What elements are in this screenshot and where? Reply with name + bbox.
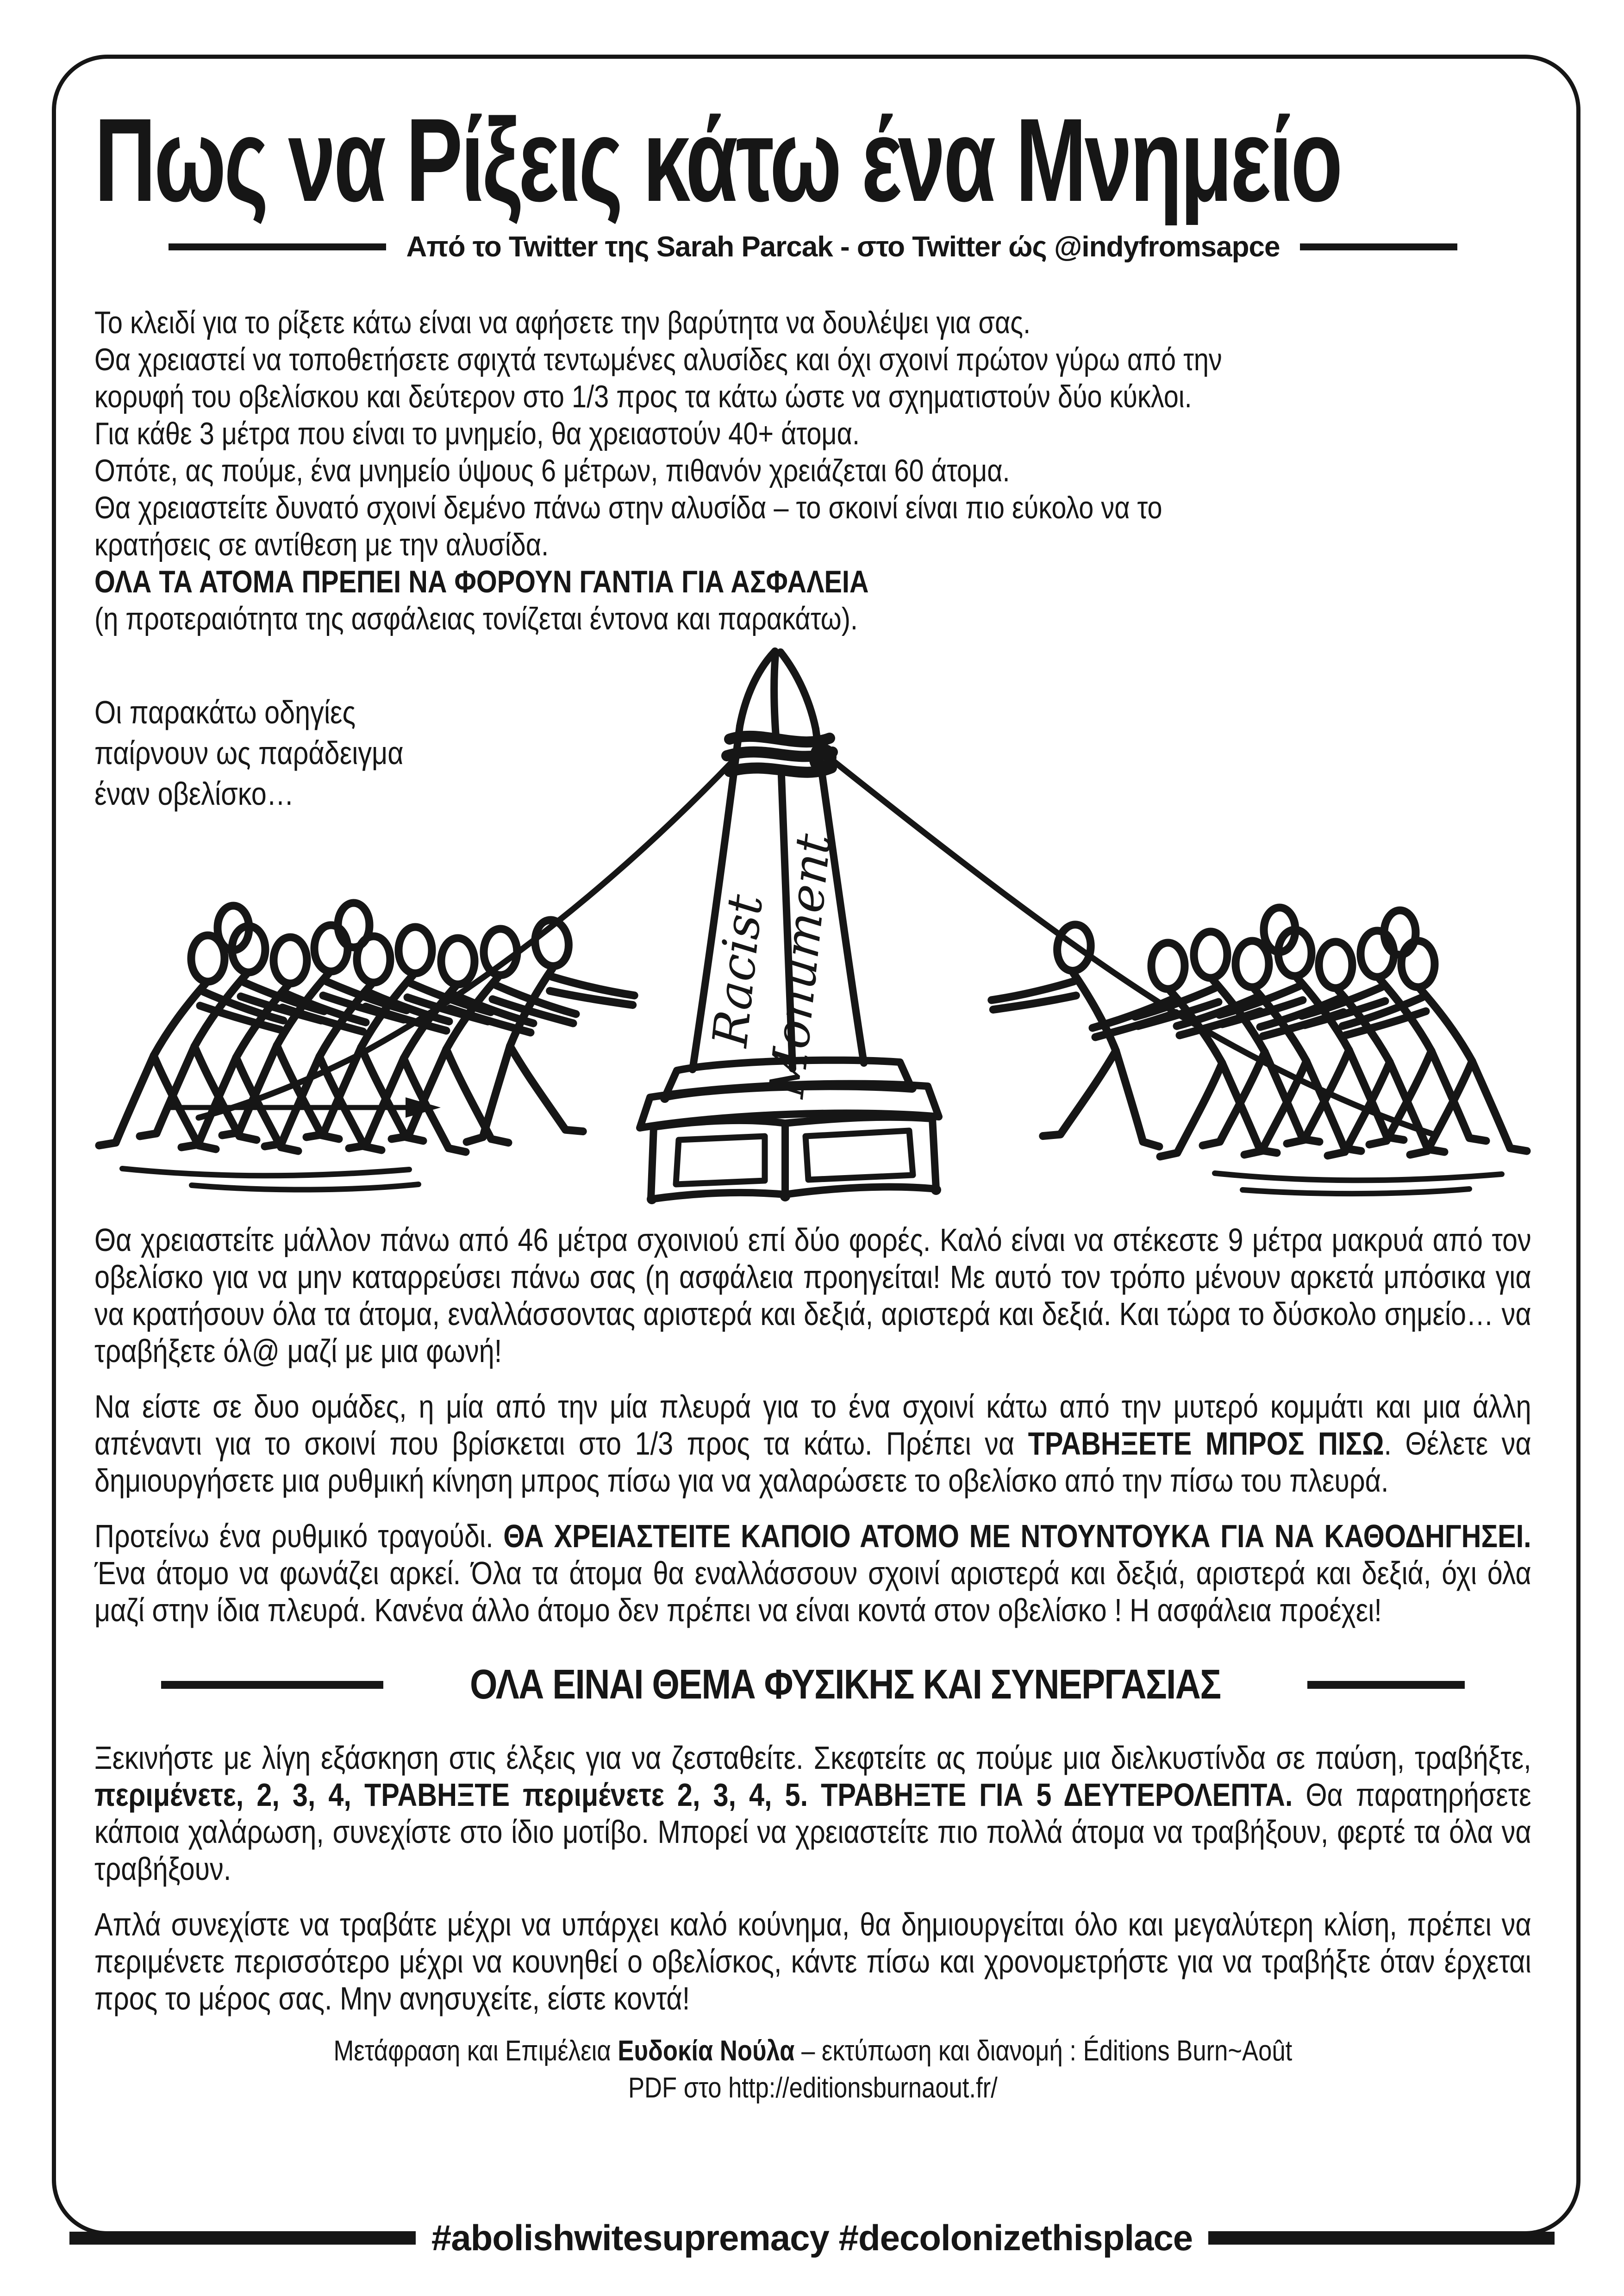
- page-content: [94, 96, 1531, 2107]
- section-left-rule: [161, 1681, 383, 1689]
- pdf-line: PDF στο http://editionsburnaout.fr/: [628, 2072, 998, 2104]
- rope-left: [199, 757, 737, 1118]
- subtitle-row: [94, 230, 1531, 263]
- footer-hashtag-row: [69, 2217, 1555, 2259]
- body-paragraphs-bottom: [94, 1739, 1531, 2017]
- text-line: ΟΛΑ ΤΑ ΑΤΟΜΑ ΠΡΕΠΕΙ ΝΑ ΦΟΡΟΥΝ ΓΑΝΤΙΑ ΓΙΑ ΑΣΦΑΛΕΙΑ: [94, 564, 869, 600]
- paragraph: Να είστε σε δυο ομάδες, η μία από την μία πλευρά για το ένα σχοινί κάτω από την μυτερό κομμάτι και μια άλλη απέναντι για το σκοινί που βρίσκεται στο 1/3 προς τα κάτω. Πρέπει να ΤΡΑΒΗΞΕΤΕ ΜΠΡΟΣ ΠΙΣΩ. Θέλετε να δημιουργήσετε μια ρυθμική κίνηση μπρος πίσω για να χαλαρώσετε το οβελίσκο από την πίσω του πλευρά.: [94, 1388, 1531, 1499]
- paragraph: Προτείνω ένα ρυθμικό τραγούδι. ΘΑ ΧΡΕΙΑΣΤΕΙΤΕ ΚΑΠΟΙΟ ΑΤΟΜΟ ΜΕ ΝΤΟΥΝΤΟΥΚΑ ΓΙΑ ΝΑ ΚΑΘΟΔΗΓΗΣΕΙ. Ένα άτομο να φωνάζει αρκεί. Όλα τα άτομα θα εναλλάσσουν σχοινί αριστερά και δεξιά, αριστερά και δεξιά, όχι όλα μαζί στην ίδια πλευρά. Κανένα άλλο άτομο δεν πρέπει να είναι κοντά στον οβελίσκο ! Η ασφάλεια προέχει!: [94, 1518, 1531, 1629]
- paragraph: Θα χρειαστείτε μάλλον πάνω από 46 μέτρα σχοινιού επί δύο φορές. Καλό είναι να στέκεστε 9 μέτρα μακρυά από τον οβελίσκο για να μην καταρρεύσει πάνω σας (η ασφάλεια προηγείται! Με αυτό τον τρόπο μένουν αρκετά μπόσικα για να κρατήσουν όλα τα άτομα, εναλλάσσοντας αριστερά και δεξιά, αριστερά και δεξιά. Και τώρα το δύσκολο σημείο… να τραβήξετε όλ@ μαζί με μια φωνή!: [94, 1222, 1531, 1369]
- subtitle: Από το Twitter της Sarah Parcak - στο Twitter ώς @indyfromsapce: [406, 231, 1280, 263]
- credits: [94, 2033, 1531, 2107]
- text-line: Το κλειδί για το ρίξετε κάτω είναι να αφήσετε την βαρύτητα να δουλέψει για σας.: [94, 305, 1031, 341]
- subtitle-right-rule: [1300, 243, 1457, 250]
- text-line: (η προτεραιότητα της ασφάλειας τονίζεται έντονα και παρακάτω).: [94, 601, 858, 637]
- crowd-right: [976, 908, 1527, 1194]
- credits-line: Μετάφραση και Επιμέλεια Ευδοκία Νούλα – εκτύπωση και διανομή : Éditions Burn~Août: [333, 2035, 1293, 2067]
- text-line: Για κάθε 3 μέτρα που είναι το μνημείο, θα χρειαστούν 40+ άτομα.: [94, 416, 860, 452]
- monument-label-line2: Monument: [758, 831, 842, 1101]
- text-line: έναν οβελίσκο…: [94, 776, 294, 812]
- footer-hashtags: #abolishwitesupremacy #decolonizethisplace: [416, 2217, 1208, 2259]
- text-line: κρατήσεις σε αντίθεση με την αλυσίδα.: [94, 527, 549, 563]
- illustration: [94, 641, 1531, 1201]
- monument-label-line1: Racist: [701, 892, 774, 1050]
- section-right-rule: [1307, 1681, 1465, 1689]
- text-line: παίρνουν ως παράδειγμα: [94, 735, 404, 772]
- text-line: Θα χρειαστείτε δυνατό σχοινί δεμένο πάνω στην αλυσίδα – το σκοινί είναι πιο εύκολο να το: [94, 490, 1162, 526]
- text-line: κορυφή του οβελίσκου και δεύτερον στο 1/3 προς τα κάτω ώστε να σχηματιστούν δύο κύκλοι.: [94, 379, 1192, 415]
- paragraph: Απλά συνεχίστε να τραβάτε μέχρι να υπάρχει καλό κούνημα, θα δημιουργείται όλο και μεγαλύτερη κλίση, πρέπει να περιμένετε περισσότερο μέχρι να κουνηθεί ο οβελίσκος, κάντε πίσω και χρονομετρήστε για να τραβήξτε όταν έρχεται προς το μέρος σας. Μην ανησυχείτε, είστε κοντά!: [94, 1906, 1531, 2017]
- text-line: Οπότε, ας πούμε, ένα μνημείο ύψους 6 μέτρων, πιθανόν χρειάζεται 60 άτομα.: [94, 453, 1010, 489]
- footer-right-rule: [1208, 2232, 1555, 2245]
- footer-left-rule: [69, 2232, 416, 2245]
- intro-block: [94, 304, 1531, 637]
- text-line: Θα χρειαστεί να τοποθετήσετε σφιχτά τεντωμένες αλυσίδες και όχι σχοινί πρώτον γύρω από την: [94, 342, 1222, 378]
- subtitle-left-rule: [169, 243, 386, 250]
- monument-drawing: [94, 641, 1531, 1201]
- section-header: ΟΛΑ ΕΙΝΑΙ ΘΕΜΑ ΦΥΣΙΚΗΣ ΚΑΙ ΣΥΝΕΡΓΑΣΙΑΣ: [470, 1661, 1221, 1708]
- page-title: Πως να Ρίξεις κάτω ένα Μνημείο: [94, 94, 1341, 226]
- body-paragraphs-top: [94, 1221, 1531, 1629]
- text-line: Οι παρακάτω οδηγίες: [94, 694, 356, 731]
- paragraph: Ξεκινήστε με λίγη εξάσκηση στις έλξεις για να ζεσταθείτε. Σκεφτείτε ας πούμε μια διελκυστίνδα σε παύση, τραβήξτε, περιμένετε, 2, 3, 4, ΤΡΑΒΗΞΤΕ περιμένετε 2, 3, 4, 5. ΤΡΑΒΗΞΤΕ ΓΙΑ 5 ΔΕΥΤΕΡΟΛΕΠΤΑ. Θα παρατηρήσετε κάποια χαλάρωση, συνεχίστε στο ίδιο μοτίβο. Μπορεί να χρειαστείτε πιο πολλά άτομα να τραβήξουν, φερτέ τα όλα να τραβήξουν.: [94, 1740, 1531, 1887]
- section-header-row: [94, 1661, 1531, 1709]
